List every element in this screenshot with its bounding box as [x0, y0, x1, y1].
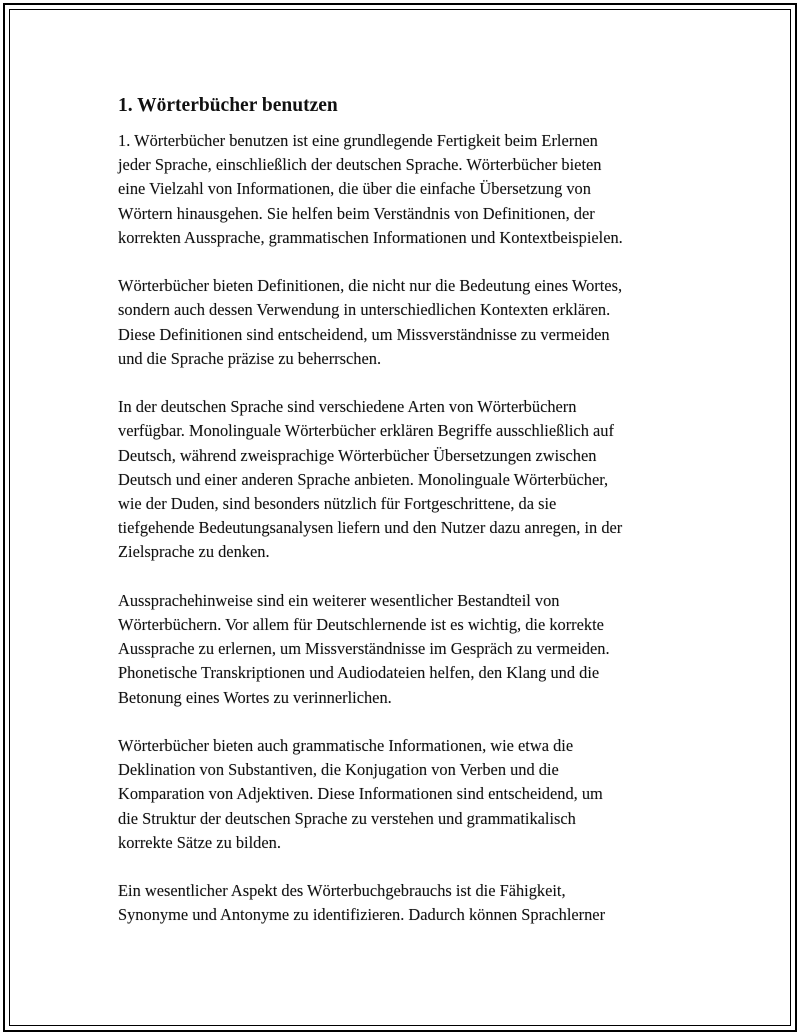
paragraph-line: Aussprachehinweise sind ein weiterer wesentlicher Bestandteil von	[118, 590, 560, 610]
document-body	[118, 93, 698, 952]
paragraph-line: Wörterbücher bieten auch grammatische Informationen, wie etwa die	[118, 736, 574, 756]
paragraph-line: und die Sprache präzise zu beherrschen.	[118, 348, 382, 368]
paragraph-line: korrekte Sätze zu bilden.	[118, 832, 281, 852]
paragraph-line: korrekten Aussprache, grammatischen Informationen und Kontextbeispielen.	[118, 227, 623, 247]
paragraph-line: tiefgehende Bedeutungsanalysen liefern und den Nutzer dazu anregen, in der	[118, 518, 623, 538]
paragraph	[118, 129, 698, 250]
paragraph-line: Wörtern hinausgehen. Sie helfen beim Verständnis von Definitionen, der	[118, 203, 595, 223]
paragraph-line: Zielsprache zu denken.	[118, 542, 270, 562]
paragraph-line: Wörterbücher bieten Definitionen, die nicht nur die Bedeutung eines Wortes,	[118, 276, 623, 296]
paragraph-line: Phonetische Transkriptionen und Audiodateien helfen, den Klang und die	[118, 663, 600, 683]
paragraph-line: Aussprache zu erlernen, um Missverständnisse im Gespräch zu vermeiden.	[118, 639, 610, 659]
paragraph-line: Synonyme und Antonyme zu identifizieren. Dadurch können Sprachlerner	[118, 905, 606, 925]
paragraph-line: Deklination von Substantiven, die Konjugation von Verben und die	[118, 760, 559, 780]
paragraph-line: die Struktur der deutschen Sprache zu verstehen und grammatikalisch	[118, 808, 576, 828]
paragraph-line: In der deutschen Sprache sind verschiedene Arten von Wörterbüchern	[118, 397, 577, 417]
paragraph-line: Wörterbüchern. Vor allem für Deutschlernende ist es wichtig, die korrekte	[118, 615, 604, 635]
paragraph-line: Betonung eines Wortes zu verinnerlichen.	[118, 687, 392, 707]
paragraph-line: Deutsch und einer anderen Sprache anbieten. Monolinguale Wörterbücher,	[118, 469, 609, 489]
paragraph-line: 1. Wörterbücher benutzen ist eine grundlegende Fertigkeit beim Erlernen	[118, 131, 598, 150]
paragraph	[118, 395, 698, 564]
paragraph-line: Komparation von Adjektiven. Diese Informationen sind entscheidend, um	[118, 784, 603, 804]
paragraph-line: Ein wesentlicher Aspekt des Wörterbuchgebrauchs ist die Fähigkeit,	[118, 881, 566, 901]
paragraph-line: wie der Duden, sind besonders nützlich für Fortgeschrittene, da sie	[118, 494, 557, 514]
paragraph	[118, 274, 698, 371]
paragraph	[118, 589, 698, 710]
paragraph-line: Diese Definitionen sind entscheidend, um Missverständnisse zu vermeiden	[118, 324, 610, 344]
paragraph-line: verfügbar. Monolinguale Wörterbücher erklären Begriffe ausschließlich auf	[118, 421, 614, 441]
paragraph-list	[118, 129, 698, 928]
paragraph-line: eine Vielzahl von Informationen, die über die einfache Übersetzung von	[118, 179, 591, 199]
paragraph-line: Deutsch, während zweisprachige Wörterbücher Übersetzungen zwischen	[118, 445, 597, 465]
paragraph-line: jeder Sprache, einschließlich der deutschen Sprache. Wörterbücher bieten	[118, 155, 602, 175]
section-heading: 1. Wörterbücher benutzen	[118, 95, 338, 116]
paragraph-line: sondern auch dessen Verwendung in unterschiedlichen Kontexten erklären.	[118, 300, 611, 320]
paragraph	[118, 734, 698, 855]
paragraph	[118, 879, 698, 927]
